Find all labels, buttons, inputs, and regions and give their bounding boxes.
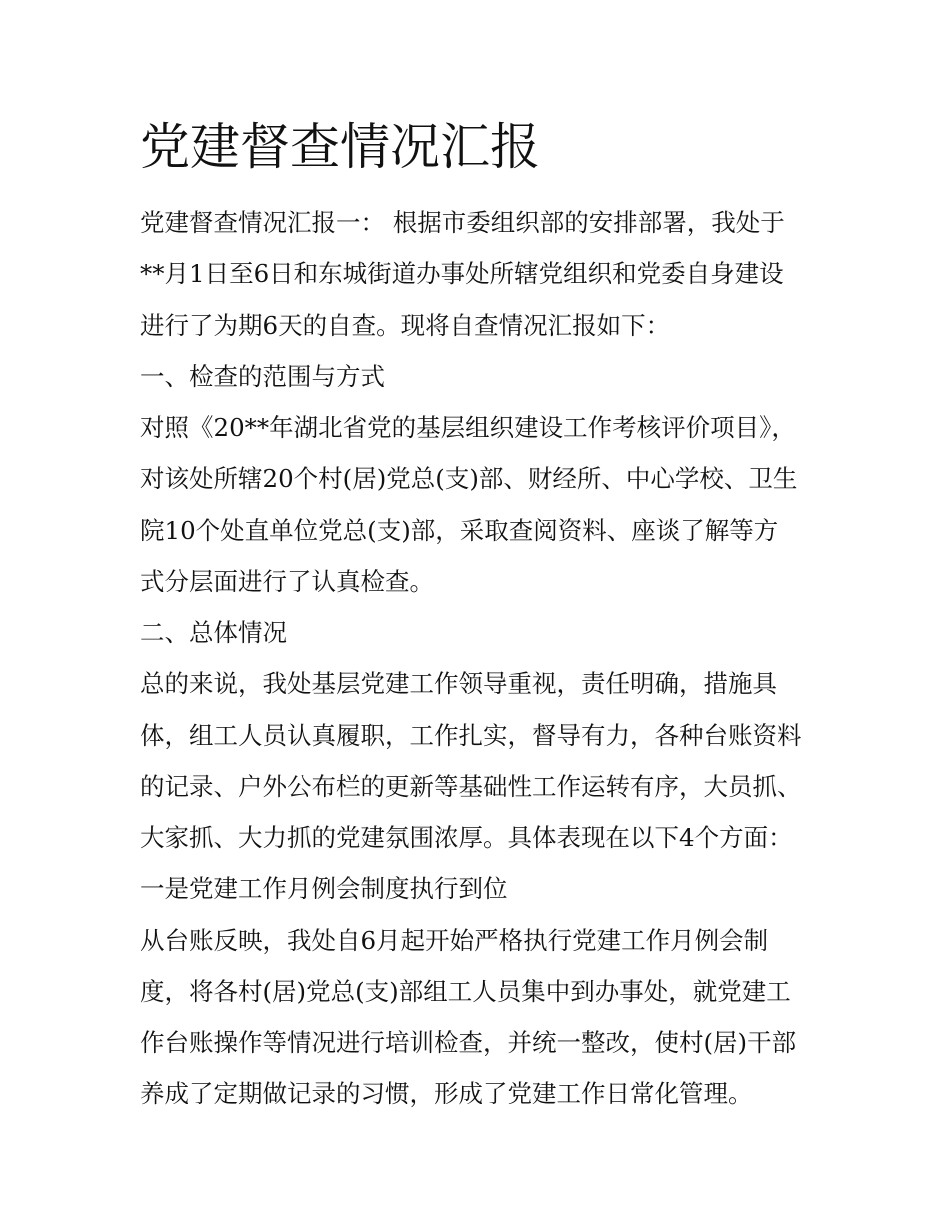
body-line-12: 的记录、户外公布栏的更新等基础性工作运转有序，大员抓、 bbox=[140, 771, 802, 801]
body-line-7: 院10个处直单位党总(支)部，采取查阅资料、座谈了解等方 bbox=[140, 515, 779, 545]
document-title: 党建督查情况汇报 bbox=[140, 118, 540, 176]
body-line-16: 度，将各村(居)党总(支)部组工人员集中到办事处，就党建工 bbox=[140, 976, 791, 1006]
body-line-17: 作台账操作等情况进行培训检查，并统一整改，使村(居)干部 bbox=[140, 1028, 797, 1057]
body-line-18: 养成了定期做记录的习惯，形成了党建工作日常化管理。 bbox=[140, 1079, 753, 1109]
body-line-1: 党建督查情况汇报一： 根据市委组织部的安排部署，我处于 bbox=[140, 208, 785, 237]
body-line-15: 从台账反映，我处自6月起开始严格执行党建工作月例会制 bbox=[140, 925, 769, 955]
body-line-13: 大家抓、大力抓的党建氛围浓厚。具体表现在以下4个方面： bbox=[140, 823, 793, 852]
body-line-10: 总的来说，我处基层党建工作领导重视，责任明确，措施具 bbox=[140, 669, 777, 699]
body-line-8: 式分层面进行了认真检查。 bbox=[140, 566, 434, 596]
document-body bbox=[140, 197, 830, 1120]
body-line-5: 对照《20**年湖北省党的基层组织建设工作考核评价项目》， bbox=[140, 413, 796, 442]
section-heading-scope: 一、检查的范围与方式 bbox=[140, 361, 385, 391]
body-line-3: 进行了为期6天的自查。现将自查情况汇报如下： bbox=[140, 310, 671, 340]
body-line-11: 体，组工人员认真履职，工作扎实，督导有力，各种台账资料 bbox=[140, 720, 802, 750]
body-line-2: **月1日至6日和东城街道办事处所辖党组织和党委自身建设 bbox=[140, 259, 784, 289]
body-line-6: 对该处所辖20个村(居)党总(支)部、财经所、中心学校、卫生 bbox=[140, 464, 798, 494]
section-heading-overall: 二、总体情况 bbox=[140, 618, 287, 647]
subheading-monthly-meeting: 一是党建工作月例会制度执行到位 bbox=[140, 874, 508, 904]
